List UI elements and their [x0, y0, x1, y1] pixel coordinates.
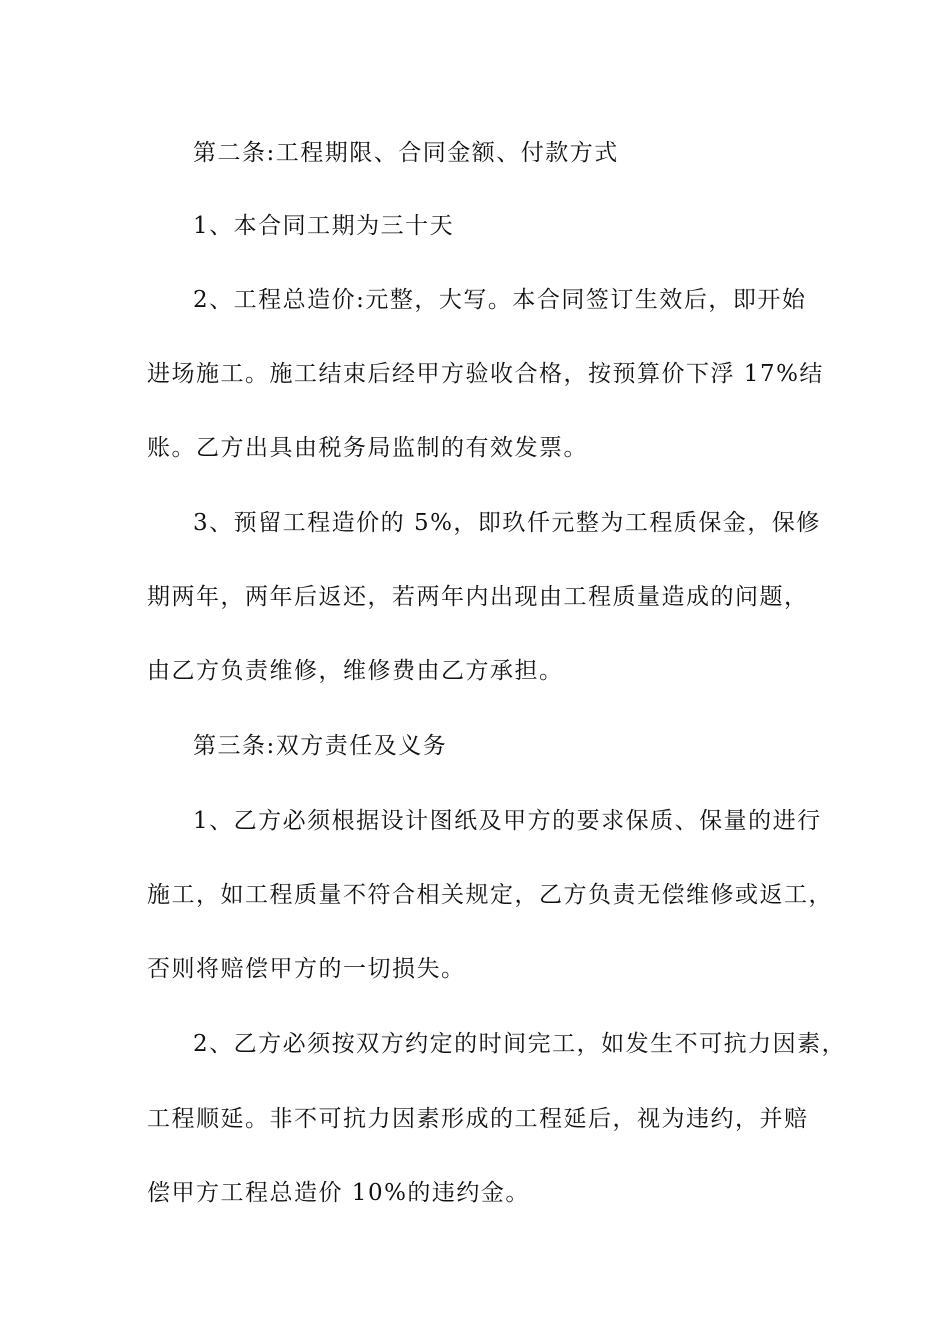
paragraph-line: 期两年，两年后返还，若两年内出现由工程质量造成的问题， [147, 584, 809, 610]
article-3-heading: 第三条:双方责任及义务 [193, 733, 448, 759]
paragraph-line: 进场施工。施工结束后经甲方验收合格，按预算价下浮 17%结 [147, 361, 824, 387]
article-2-heading: 第二条:工程期限、合同金额、付款方式 [193, 140, 619, 166]
paragraph-line: 账。乙方出具由税务局监制的有效发票。 [147, 435, 588, 461]
paragraph-line: 施工，如工程质量不符合相关规定，乙方负责无偿维修或返工， [147, 882, 833, 908]
paragraph-line: 1、乙方必须根据设计图纸及甲方的要求保质、保量的进行 [193, 808, 822, 834]
paragraph-line: 2、工程总造价:元整，大写。本合同签订生效后，即开始 [193, 287, 807, 313]
paragraph-line: 否则将赔偿甲方的一切损失。 [147, 956, 466, 982]
paragraph-line: 3、预留工程造价的 5%，即玖仟元整为工程质保金，保修 [193, 510, 821, 536]
paragraph-line: 由乙方负责维修，维修费由乙方承担。 [147, 658, 564, 684]
paragraph-line: 工程顺延。非不可抗力因素形成的工程延后，视为违约，并赔 [147, 1106, 809, 1132]
paragraph-line: 2、乙方必须按双方约定的时间完工，如发生不可抗力因素， [193, 1031, 847, 1057]
paragraph-line: 偿甲方工程总造价 10%的违约金。 [147, 1180, 530, 1206]
paragraph-line: 1、本合同工期为三十天 [193, 213, 455, 239]
